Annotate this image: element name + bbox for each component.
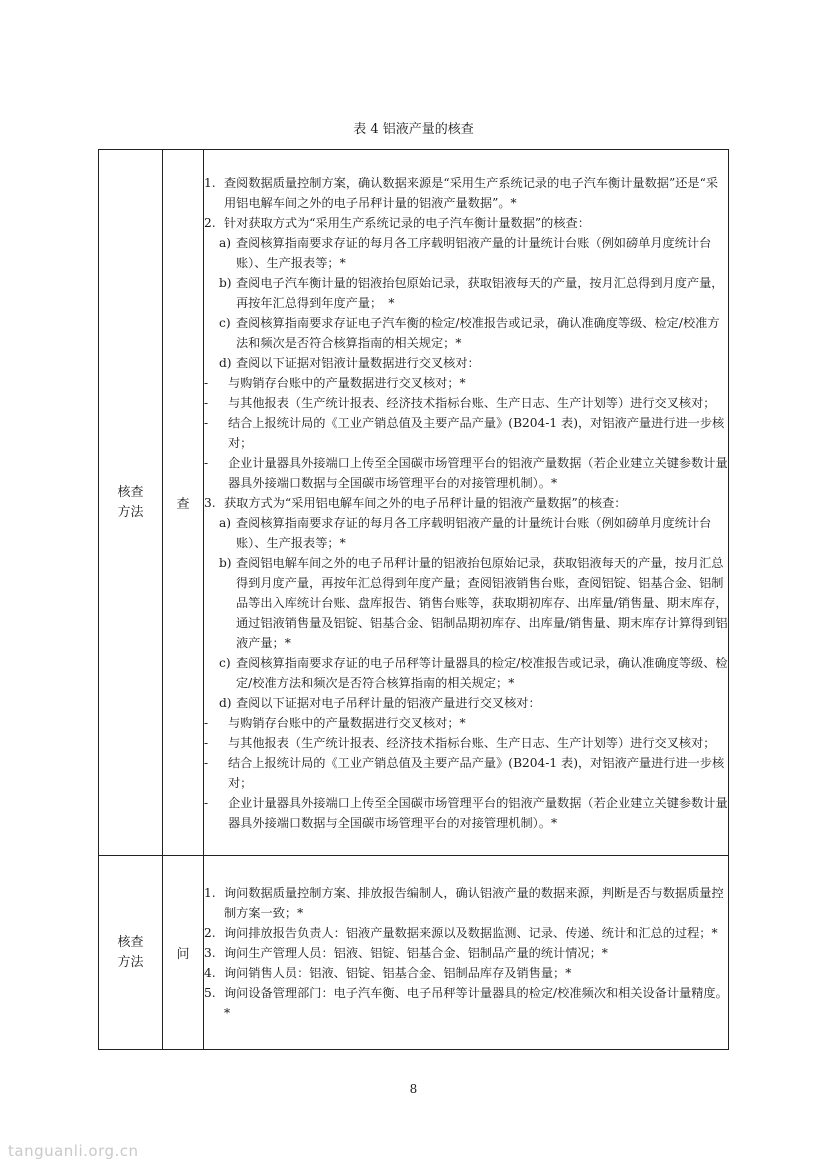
list-text: 询问设备管理部门：电子汽车衡、电子吊秤等计量器具的检定/校准频次和相关设备计量精度。* [224,985,728,1020]
table-title: 表 4 铝液产量的核查 [353,122,474,137]
verification-table [98,149,729,1050]
list-marker: 2. [204,215,216,230]
list-item [204,393,728,413]
list-item [204,793,728,833]
list-item [204,923,728,943]
list-text: 与其他报表（生产统计报表、经济技术指标台账、生产日志、生产计划等）进行交叉核对； [228,395,716,410]
category-cell [99,150,163,856]
list-item [204,273,728,313]
category-label-line1: 核查 [117,934,144,950]
list-text: 查阅核算指南要求存证的电子吊秤等计量器具的检定/校准报告或记录，确认准确度等级、检定/校准方法和频次是否符合核算指南的相关规定；* [236,655,728,690]
list-item [204,173,728,213]
list-text: 与购销存台账中的产量数据进行交叉核对；* [228,715,466,730]
list-marker: - [204,795,209,810]
list-text: 与购销存台账中的产量数据进行交叉核对；* [228,375,466,390]
list-text: 企业计量器具外接端口上传至全国碳市场管理平台的铝液产量数据（若企业建立关键参数计量器具外接端口数据与全国碳市场管理平台的对接管理机制）。* [228,795,728,830]
category-cell [99,856,163,1050]
list-marker: 2. [204,925,216,940]
list-text: 查阅核算指南要求存证的每月各工序载明铝液产量的计量统计台账（例如磅单月度统计台账）、生产报表等；* [236,515,712,550]
table-row [99,856,729,1050]
list-item [204,983,728,1023]
list-text: 查阅数据质量控制方案，确认数据来源是“采用生产系统记录的电子汽车衡计量数据”还是“采用铝电解车间之外的电子吊秤计量的铝液产量数据”。* [224,175,719,210]
list-marker: 1. [204,885,216,900]
list-item [204,493,728,513]
list-marker: a) [219,515,232,530]
list-text: 查阅以下证据对铝液计量数据进行交叉核对： [236,355,480,370]
list-marker: 1. [204,175,216,190]
list-marker: - [204,375,209,390]
list-marker: - [204,395,209,410]
list-marker: - [204,755,209,770]
list-item [204,963,728,983]
watermark: tanguanli.org.cn [8,1142,139,1160]
list-item [204,513,728,553]
category-label-line2: 方法 [117,954,144,970]
category-label-line1: 核查 [117,484,144,500]
list-item [204,373,728,393]
table-row [99,150,729,856]
content-cell [204,856,729,1050]
list-text: 查阅电子汽车衡计量的铝液抬包原始记录，获取铝液每天的产量，按月汇总得到月度产量，再按年汇总得到年度产量； * [236,275,724,310]
list-text: 结合上报统计局的《工业产销总值及主要产品产量》(B204-1 表)，对铝液产量进行进一步核对； [228,755,725,790]
list-marker: d) [219,695,232,710]
list-text: 查阅以下证据对电子吊秤计量的铝液产量进行交叉核对： [236,695,541,710]
list-text: 询问排放报告负责人：铝液产量数据来源以及数据监测、记录、传递、统计和汇总的过程；* [224,925,718,940]
list-item [204,943,728,963]
list-item [204,413,728,453]
category-label-line2: 方法 [117,504,144,520]
list-text: 获取方式为“采用铝电解车间之外的电子吊秤计量的铝液产量数据”的核查： [224,495,627,510]
list-text: 查阅铝电解车间之外的电子吊秤计量的铝液抬包原始记录，获取铝液每天的产量，按月汇总得到月度产量，再按年汇总得到年度产量；查阅铝液销售台账，查阅铝锭、铝基合金、铝制品等出入库统计台账、盘库报告、销售台账等，获取期初库存、出库量/销售量、期末库存，通过铝液销售量及铝锭、铝基合金、铝制品期初库存、出库量/销售量、期末库存计算得到铝液产量；* [236,555,728,650]
list-marker: c) [219,315,231,330]
list-marker: 5. [204,985,216,1000]
list-marker: 4. [204,965,216,980]
list-marker: - [204,735,209,750]
list-item [204,453,728,493]
list-marker: c) [219,655,231,670]
list-item [204,313,728,353]
list-item [204,733,728,753]
list-marker: - [204,455,209,470]
list-marker: - [204,415,209,430]
list-item [204,753,728,793]
list-marker: 3. [204,945,216,960]
list-text: 询问数据质量控制方案、排放报告编制人，确认铝液产量的数据来源，判断是否与数据质量控制方案一致；* [224,885,724,920]
list-text: 查阅核算指南要求存证电子汽车衡的检定/校准报告或记录，确认准确度等级、检定/校准方法和频次是否符合核算指南的相关规定；* [236,315,720,350]
list-item [204,883,728,923]
list-text: 针对获取方式为“采用生产系统记录的电子汽车衡计量数据”的核查： [224,215,590,230]
list-item [204,693,728,713]
list-marker: d) [219,355,232,370]
list-item [204,353,728,373]
method-cell: 查 [163,150,204,856]
list-marker: b) [219,555,232,570]
list-text: 询问生产管理人员：铝液、铝锭、铝基合金、铝制品产量的统计情况；* [224,945,608,960]
content-cell [204,150,729,856]
list-text: 询问销售人员：铝液、铝锭、铝基合金、铝制品库存及销售量；* [224,965,572,980]
list-marker: 3. [204,495,216,510]
list-item [204,233,728,273]
list-text: 查阅核算指南要求存证的每月各工序载明铝液产量的计量统计台账（例如磅单月度统计台账）、生产报表等；* [236,235,712,270]
list-item [204,653,728,693]
list-marker: b) [219,275,232,290]
method-cell: 问 [163,856,204,1050]
list-item [204,553,728,653]
list-item [204,213,728,233]
list-item [204,713,728,733]
list-text: 企业计量器具外接端口上传至全国碳市场管理平台的铝液产量数据（若企业建立关键参数计量器具外接端口数据与全国碳市场管理平台的对接管理机制）。* [228,455,728,490]
list-text: 与其他报表（生产统计报表、经济技术指标台账、生产日志、生产计划等）进行交叉核对； [228,735,716,750]
list-text: 结合上报统计局的《工业产销总值及主要产品产量》(B204-1 表)，对铝液产量进行进一步核对； [228,415,725,450]
list-marker: a) [219,235,232,250]
list-marker: - [204,715,209,730]
page-number: 8 [409,1082,418,1096]
